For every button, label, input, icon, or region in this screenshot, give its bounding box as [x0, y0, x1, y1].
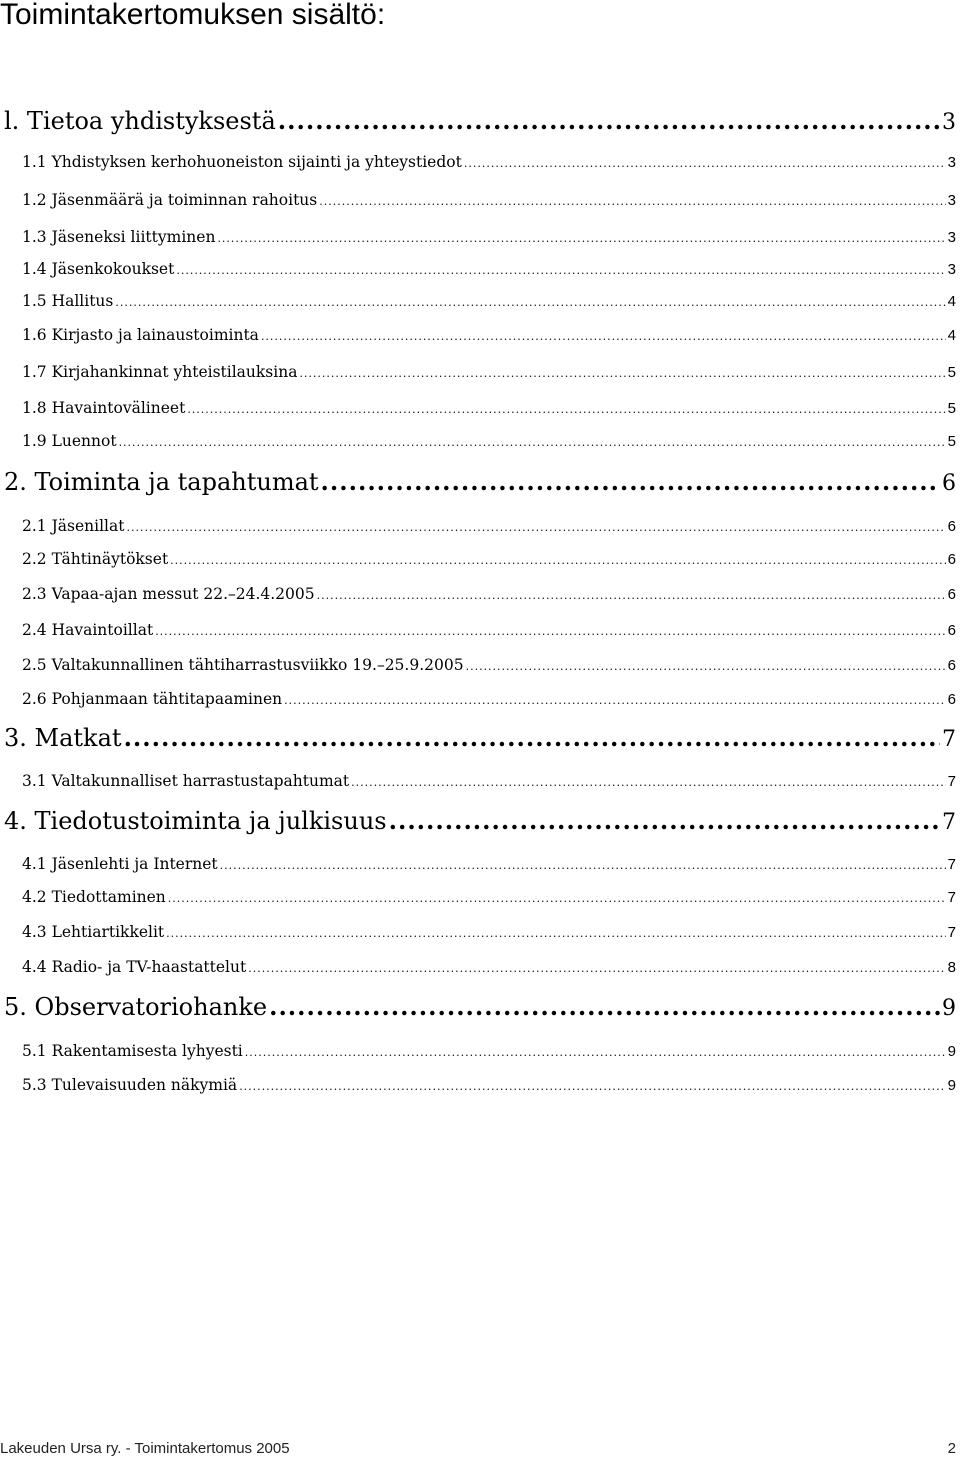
toc-entry[interactable]: [22, 227, 956, 249]
toc-entry-page: 6: [947, 518, 956, 535]
toc-entry[interactable]: [22, 689, 956, 711]
toc-entry[interactable]: [22, 549, 956, 571]
toc-entry[interactable]: [22, 1041, 956, 1063]
toc-leader: [239, 1077, 945, 1097]
toc-entry-label: 1.5 Hallitus: [22, 292, 114, 310]
toc-entry-label: 2. Toiminta ja tapahtumat: [4, 468, 319, 496]
toc-entry-label: 1.6 Kirjasto ja lainaustoiminta: [22, 326, 259, 344]
toc-leader: [168, 889, 946, 909]
toc-entry[interactable]: [22, 259, 956, 281]
toc-leader: [351, 773, 946, 793]
toc-entry-label: 2.4 Havaintoillat: [22, 621, 154, 639]
toc-leader: [321, 467, 940, 497]
toc-leader: [126, 518, 945, 538]
toc-leader: [464, 154, 946, 174]
toc-leader: [278, 106, 940, 136]
toc-leader: [317, 586, 946, 606]
toc-entry-label: 1.3 Jäseneksi liittyminen: [22, 228, 216, 246]
toc-entry[interactable]: [4, 723, 956, 755]
toc-leader: [389, 806, 940, 836]
toc-entry-page: 6: [947, 691, 956, 708]
toc-entry-page: 3: [947, 154, 956, 171]
toc-entry-page: 3: [942, 110, 956, 135]
toc-entry[interactable]: [22, 655, 956, 677]
toc-entry-page: 5: [947, 433, 956, 450]
footer-text: Lakeuden Ursa ry. - Toimintakertomus 2005: [0, 1440, 290, 1457]
toc-entry-label: 5.3 Tulevaisuuden näkymiä: [22, 1076, 238, 1094]
toc-entry[interactable]: [22, 291, 956, 313]
toc-leader: [217, 229, 945, 249]
toc-entry[interactable]: [22, 1075, 956, 1097]
toc-leader: [269, 992, 940, 1022]
toc-entry[interactable]: [4, 106, 956, 138]
toc-entry[interactable]: [22, 887, 956, 909]
toc-entry[interactable]: [22, 325, 956, 347]
toc-entry[interactable]: [22, 584, 956, 606]
toc-leader: [466, 657, 946, 677]
toc-leader: [220, 856, 946, 876]
toc-leader: [187, 400, 945, 420]
toc-entry-label: 2.3 Vapaa-ajan messut 22.–24.4.2005: [22, 585, 315, 603]
toc-entry-label: 1.9 Luennot: [22, 432, 117, 450]
toc-entry-page: 5: [947, 364, 956, 381]
toc-leader: [284, 691, 946, 711]
toc-leader: [166, 924, 946, 944]
toc-entry-page: 9: [942, 996, 956, 1021]
toc-entry-page: 5: [947, 400, 956, 417]
toc-leader: [119, 433, 946, 453]
toc-entry-label: 5.1 Rakentamisesta lyhyesti: [22, 1042, 243, 1060]
toc-entry[interactable]: [4, 806, 956, 838]
toc-entry[interactable]: [22, 922, 956, 944]
toc-entry-page: 7: [947, 889, 956, 906]
toc-entry-page: 7: [947, 924, 956, 941]
toc-leader: [155, 622, 945, 642]
page-title: Toimintakertomuksen sisältö:: [0, 0, 386, 31]
toc-entry-label: 4.2 Tiedottaminen: [22, 888, 166, 906]
toc-entry[interactable]: [4, 992, 956, 1024]
toc-entry-label: 4.1 Jäsenlehti ja Internet: [22, 855, 218, 873]
toc-entry-label: 1.1 Yhdistyksen kerhohuoneiston sijainti ja yhteystiedot: [22, 153, 462, 171]
toc-entry[interactable]: [22, 771, 956, 793]
page-footer: [0, 1440, 960, 1458]
toc-entry[interactable]: [22, 362, 956, 384]
toc-entry-page: 3: [947, 192, 956, 209]
toc-entry[interactable]: [22, 516, 956, 538]
toc-leader: [299, 364, 945, 384]
toc-leader: [124, 723, 940, 753]
toc-entry-label: 5. Observatoriohanke: [4, 993, 268, 1021]
toc-leader: [115, 293, 945, 313]
toc-entry-label: 4. Tiedotustoiminta ja julkisuus: [4, 807, 387, 835]
toc-entry-page: 7: [947, 856, 956, 873]
page-number: 2: [947, 1440, 956, 1457]
toc-entry-page: 7: [942, 727, 956, 752]
toc-leader: [248, 959, 945, 979]
toc-entry-page: 7: [942, 810, 956, 835]
toc-entry-label: 4.3 Lehtiartikkelit: [22, 923, 165, 941]
toc-entry[interactable]: [22, 957, 956, 979]
toc-leader: [176, 261, 945, 281]
toc-entry[interactable]: [22, 854, 956, 876]
toc-leader: [245, 1043, 946, 1063]
toc-entry-label: 3. Matkat: [4, 724, 122, 752]
toc-leader: [170, 551, 945, 571]
toc-leader: [319, 192, 945, 212]
toc-entry-page: 6: [947, 551, 956, 568]
toc-entry-label: 1.8 Havaintovälineet: [22, 399, 186, 417]
toc-entry-label: 2.1 Jäsenillat: [22, 517, 125, 535]
toc-entry-page: 9: [947, 1077, 956, 1094]
toc-entry[interactable]: [22, 190, 956, 212]
toc-entry[interactable]: [22, 398, 956, 420]
toc-entry[interactable]: [22, 431, 956, 453]
toc-entry-page: 6: [947, 586, 956, 603]
toc-entry-page: 4: [947, 293, 956, 310]
toc-entry-page: 3: [947, 229, 956, 246]
toc-entry-label: 2.5 Valtakunnallinen tähtiharrastusviikko 19.–25.9.2005: [22, 656, 464, 674]
toc-entry-page: 9: [947, 1043, 956, 1060]
toc-entry[interactable]: [4, 467, 956, 499]
toc-entry-page: 4: [947, 327, 956, 344]
toc-entry-page: 6: [942, 471, 956, 496]
toc-entry[interactable]: [22, 620, 956, 642]
toc-entry-label: 2.6 Pohjanmaan tähtitapaaminen: [22, 690, 283, 708]
toc-entry-label: 4.4 Radio- ja TV-haastattelut: [22, 958, 247, 976]
toc-entry-page: 6: [947, 657, 956, 674]
toc-entry-page: 7: [947, 773, 956, 790]
toc-entry-page: 6: [947, 622, 956, 639]
toc-entry-label: 1.2 Jäsenmäärä ja toiminnan rahoitus: [22, 191, 318, 209]
toc-entry-label: 3.1 Valtakunnalliset harrastustapahtumat: [22, 772, 350, 790]
toc-entry-label: 1.4 Jäsenkokoukset: [22, 260, 175, 278]
toc-leader: [261, 327, 946, 347]
toc-entry-label: l. Tietoa yhdistyksestä: [4, 107, 276, 135]
toc-entry-label: 2.2 Tähtinäytökset: [22, 550, 169, 568]
toc-entry-page: 3: [947, 261, 956, 278]
toc-entry-label: 1.7 Kirjahankinnat yhteistilauksina: [22, 363, 298, 381]
toc-entry-page: 8: [947, 959, 956, 976]
toc-entry[interactable]: [22, 152, 956, 174]
